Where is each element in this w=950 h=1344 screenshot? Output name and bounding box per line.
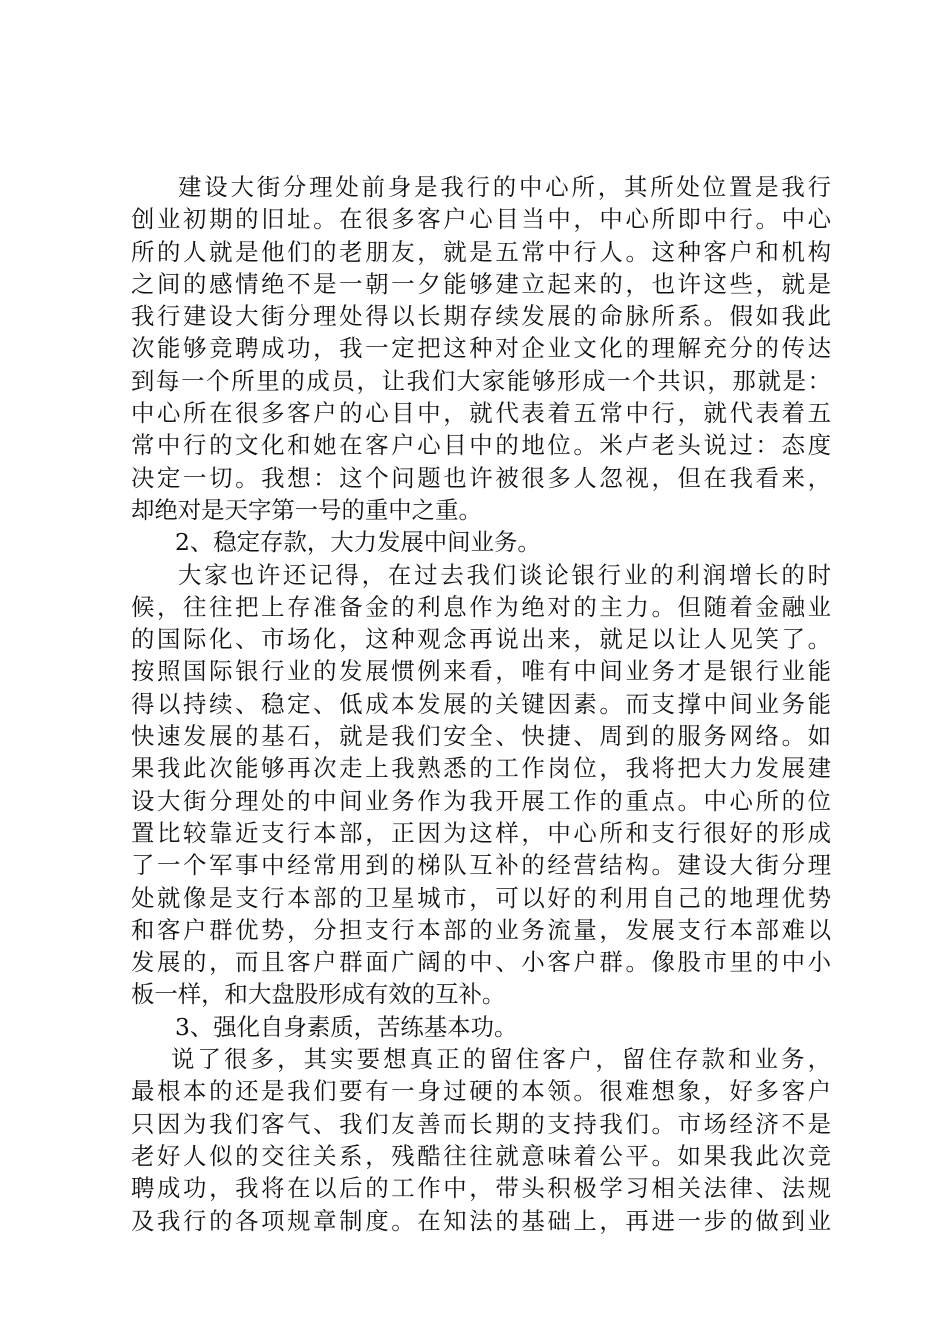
paragraph-line: 所的人就是他们的老朋友，就是五常中行人。这种客户和机构 <box>131 237 831 266</box>
section-heading: 2、稳定存款，大力发展中间业务。 <box>175 528 541 557</box>
paragraph-line: 到每一个所里的成员，让我们大家能够形成一个共识，那就是： <box>131 366 831 395</box>
paragraph-line: 得以持续、稳定、低成本发展的关键因素。而支撑中间业务能 <box>131 689 831 718</box>
paragraph-line: 的国际化、市场化，这种观念再说出来，就足以让人见笑了。 <box>131 625 831 654</box>
paragraph-line: 和客户群优势，分担支行本部的业务流量，发展支行本部难以 <box>131 915 831 944</box>
paragraph-line: 设大街分理处的中间业务作为我开展工作的重点。中心所的位 <box>131 786 831 815</box>
paragraph-line: 决定一切。我想：这个问题也许被很多人忽视，但在我看来， <box>131 463 831 492</box>
paragraph-line: 老好人似的交往关系，残酷往往就意味着公平。如果我此次竞 <box>131 1141 831 1170</box>
paragraph-line: 中心所在很多客户的心目中，就代表着五常中行，就代表着五 <box>131 399 831 428</box>
section-heading: 3、强化自身素质，苦练基本功。 <box>175 1012 518 1041</box>
paragraph-line: 板一样，和大盘股形成有效的互补。 <box>131 980 506 1009</box>
paragraph-line: 聘成功，我将在以后的工作中，带头积极学习相关法律、法规 <box>131 1174 831 1203</box>
paragraph-line: 我行建设大街分理处得以长期存续发展的命脉所系。假如我此 <box>131 302 831 331</box>
paragraph-line: 按照国际银行业的发展惯例来看，唯有中间业务才是银行业能 <box>131 657 831 686</box>
paragraph-line: 果我此次能够再次走上我熟悉的工作岗位，我将把大力发展建 <box>131 754 831 783</box>
paragraph-line: 次能够竞聘成功，我一定把这种对企业文化的理解充分的传达 <box>131 334 831 363</box>
paragraph-line: 及我行的各项规章制度。在知法的基础上，再进一步的做到业 <box>131 1206 831 1235</box>
paragraph-line: 了一个军事中经常用到的梯队互补的经营结构。建设大街分理 <box>131 851 831 880</box>
paragraph-line: 却绝对是天字第一号的重中之重。 <box>131 495 482 524</box>
document-body <box>131 171 831 1237</box>
paragraph-line: 建设大街分理处前身是我行的中心所，其所处位置是我行 <box>178 173 831 201</box>
paragraph-line: 常中行的文化和她在客户心目中的地位。米卢老头说过：态度 <box>131 431 831 460</box>
paragraph-line: 快速发展的基石，就是我们安全、快捷、周到的服务网络。如 <box>131 722 831 751</box>
paragraph-line: 大家也许还记得，在过去我们谈论银行业的利润增长的时 <box>178 560 831 589</box>
paragraph-line: 只因为我们客气、我们友善而长期的支持我们。市场经济不是 <box>131 1109 831 1138</box>
paragraph-line: 之间的感情绝不是一朝一夕能够建立起来的，也许这些，就是 <box>131 269 831 298</box>
paragraph-line: 处就像是支行本部的卫星城市，可以好的利用自己的地理优势 <box>131 883 831 912</box>
paragraph-line: 发展的，而且客户群面广阔的中、小客户群。像股市里的中小 <box>131 948 831 977</box>
paragraph-line: 最根本的还是我们要有一身过硬的本领。很难想象，好多客户 <box>131 1077 831 1106</box>
paragraph-line: 创业初期的旧址。在很多客户心目当中，中心所即中行。中心 <box>131 205 831 234</box>
paragraph-line: 候，往往把上存准备金的利息作为绝对的主力。但随着金融业 <box>131 592 831 621</box>
paragraph-line: 说了很多，其实要想真正的留住客户，留住存款和业务， <box>171 1045 831 1074</box>
paragraph-line: 置比较靠近支行本部，正因为这样，中心所和支行很好的形成 <box>131 818 831 847</box>
